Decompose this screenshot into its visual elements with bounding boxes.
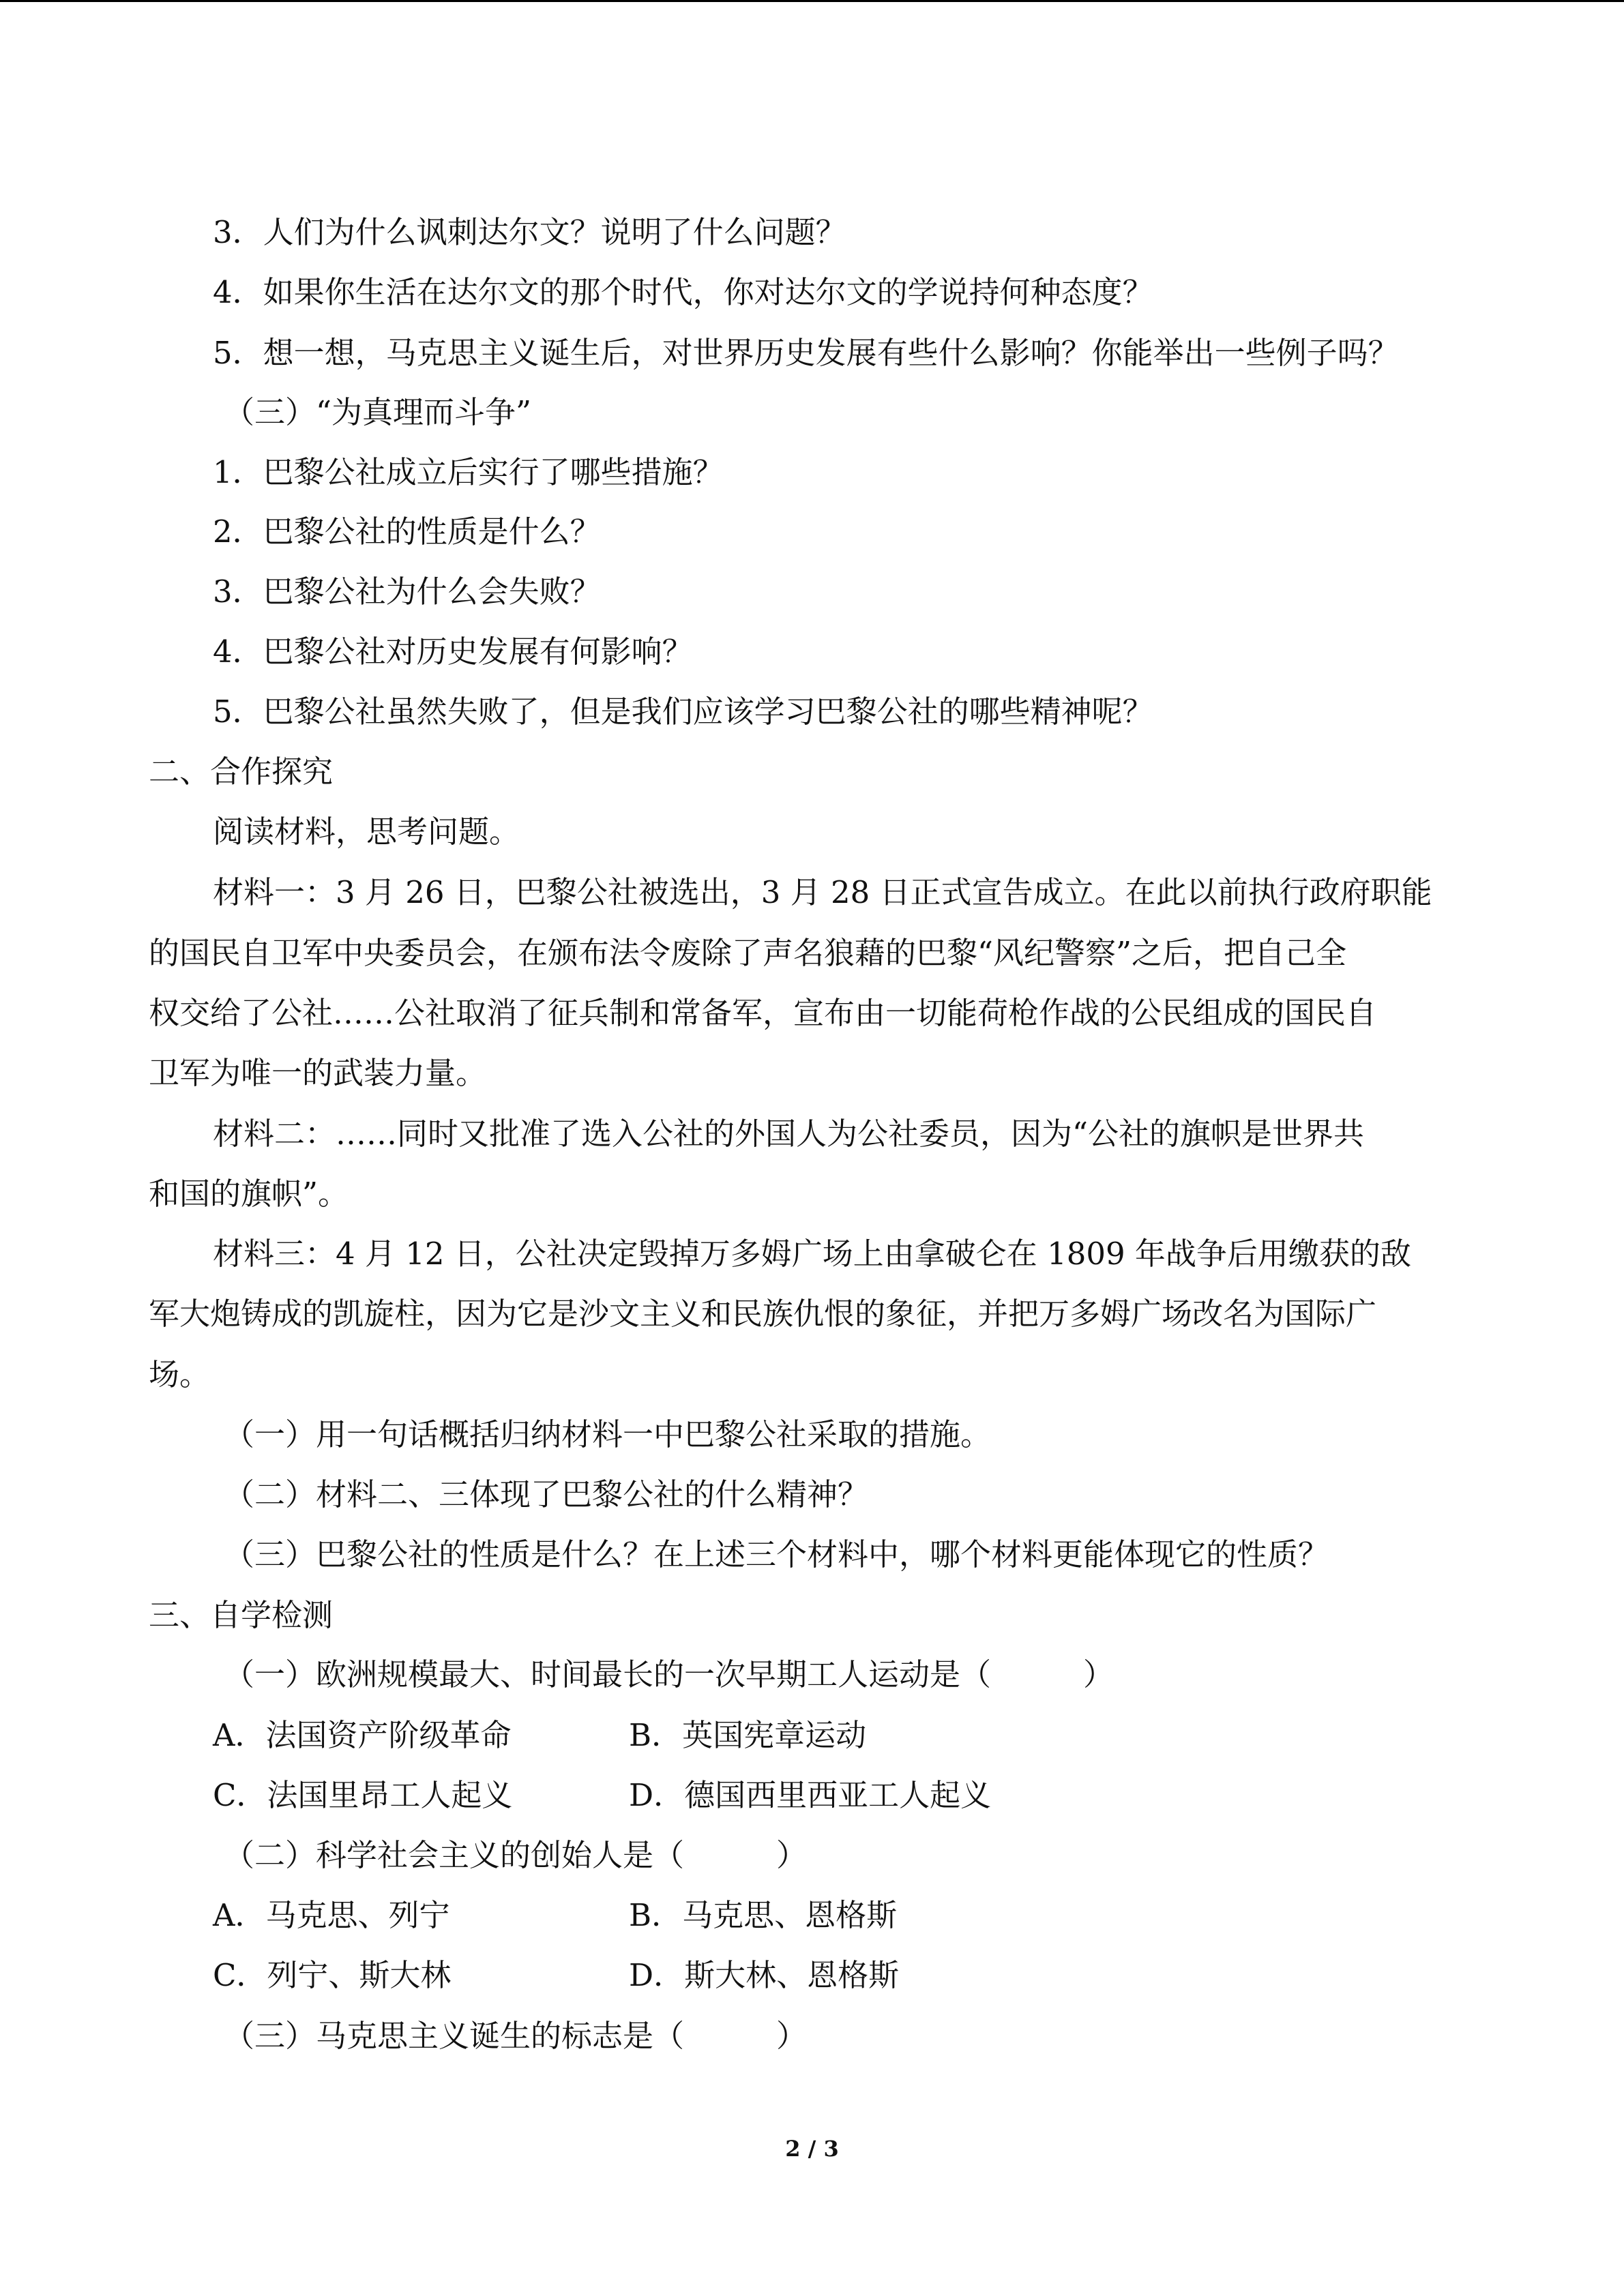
section-heading: 二、合作探究 [149,754,334,790]
option-c: C．列宁、斯大林 [213,1957,452,1993]
material-line: 军大炮铸成的凯旋柱，因为它是沙文主义和民族仇恨的象征，并把万多姆广场改名为国际广 [149,1296,1377,1332]
question-line: 4．如果你生活在达尔文的那个时代，你对达尔文的学说持何种态度？ [213,274,1153,310]
material-line: 权交给了公社……公社取消了征兵制和常备军，宣布由一切能荷枪作战的公民组成的国民自 [149,995,1377,1031]
question-line: 3．巴黎公社为什么会失败？ [213,573,601,610]
question-line: （一）用一句话概括归纳材料一中巴黎公社采取的措施。 [224,1416,992,1452]
question-line: （二）材料二、三体现了巴黎公社的什么精神？ [224,1476,869,1512]
question-line: 2．巴黎公社的性质是什么？ [213,513,601,550]
section-heading: 三、自学检测 [149,1597,334,1633]
option-c: C．法国里昂工人起义 [213,1777,513,1813]
option-d: D．德国西里西亚工人起义 [629,1777,992,1813]
option-b: B．马克思、恩格斯 [629,1897,898,1933]
page-number: 2 / 3 [785,2136,839,2162]
subsection-heading: （三）“为真理而斗争” [224,394,532,430]
material-line: 场。 [149,1356,211,1392]
quiz-question: （二）科学社会主义的创始人是（ ） [224,1837,808,1873]
question-line: 1．巴黎公社成立后实行了哪些措施？ [213,454,724,490]
option-a: A．马克思、列宁 [213,1897,450,1933]
question-line: （三）巴黎公社的性质是什么？在上述三个材料中，哪个材料更能体现它的性质？ [224,1536,1329,1572]
question-line: 4．巴黎公社对历史发展有何影响？ [213,633,693,670]
quiz-question: （三）马克思主义诞生的标志是（ ） [224,2018,808,2054]
option-d: D．斯大林、恩格斯 [629,1957,900,1993]
material-line: 材料三：4 月 12 日，公社决定毁掉万多姆广场上由拿破仑在 1809 年战争后用缴获的敌 [213,1236,1411,1272]
question-line: 5．想一想，马克思主义诞生后，对世界历史发展有些什么影响？你能举出一些例子吗？ [213,335,1399,371]
paragraph-line: 阅读材料，思考问题。 [213,814,520,850]
question-line: 5．巴黎公社虽然失败了，但是我们应该学习巴黎公社的哪些精神呢？ [213,694,1153,730]
material-line: 材料一：3 月 26 日，巴黎公社被选出，3 月 28 日正式宣告成立。在此以前执行政府职能 [213,874,1432,910]
quiz-question: （一）欧洲规模最大、时间最长的一次早期工人运动是（ ） [224,1656,1114,1693]
material-line: 的国民自卫军中央委员会，在颁布法令废除了声名狼藉的巴黎“风纪警察”之后，把自己全 [149,935,1347,971]
option-b: B．英国宪章运动 [629,1717,867,1753]
option-a: A．法国资产阶级革命 [213,1717,512,1753]
material-line: 材料二：……同时又批准了选入公社的外国人为公社委员，因为“公社的旗帜是世界共 [213,1116,1365,1152]
question-line: 3．人们为什么讽刺达尔文？说明了什么问题？ [213,214,846,250]
material-line: 卫军为唯一的武装力量。 [149,1055,487,1091]
material-line: 和国的旗帜”。 [149,1176,349,1212]
